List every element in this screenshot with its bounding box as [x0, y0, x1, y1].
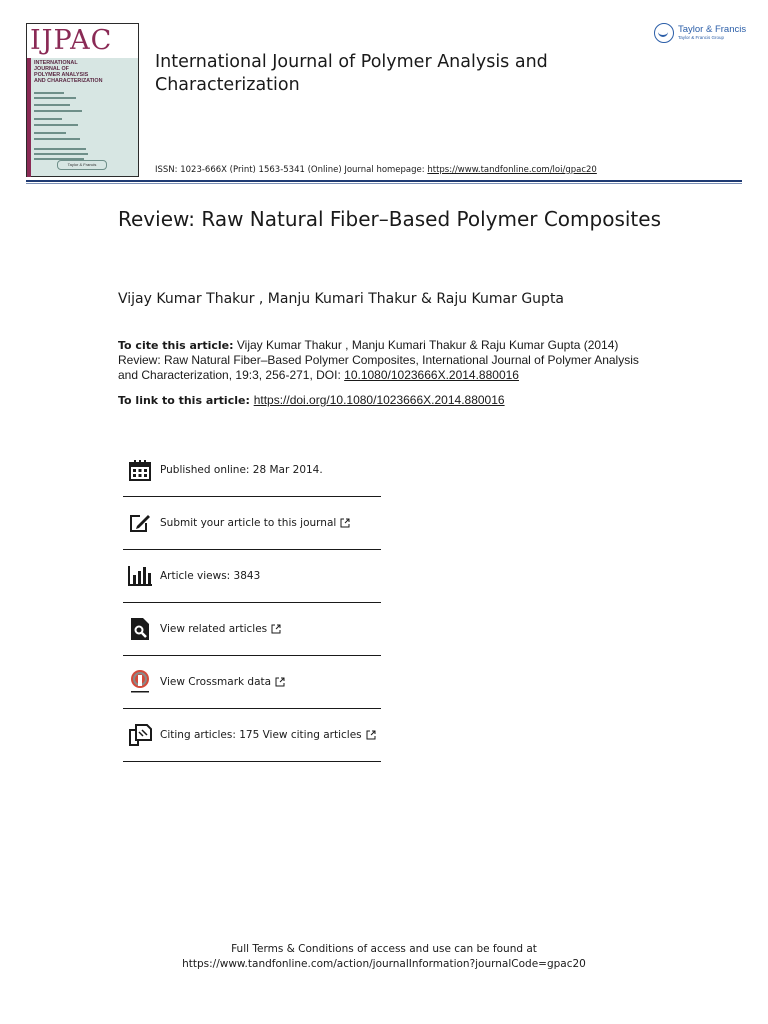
- published-online-text: Published online: 28 Mar 2014.: [160, 464, 323, 476]
- cover-publisher-mark: Taylor & Francis: [57, 160, 107, 170]
- footer-terms-link[interactable]: https://www.tandfonline.com/action/journalInformation?journalCode=gpac20: [182, 958, 586, 970]
- bar-chart-icon: [127, 563, 153, 589]
- calendar-icon: [127, 457, 153, 483]
- citation-doi-link[interactable]: 10.1080/1023666X.2014.880016: [344, 368, 519, 382]
- article-views-text: Article views: 3843: [160, 570, 261, 582]
- info-list-bottom-rule: [123, 761, 381, 762]
- citing-articles-link[interactable]: Citing articles: 175 View citing articles: [160, 729, 362, 741]
- external-link-icon: [275, 677, 285, 687]
- external-link-icon: [340, 518, 350, 528]
- journal-cover: [26, 23, 139, 177]
- journal-homepage-link[interactable]: https://www.tandfonline.com/loi/gpac20: [427, 165, 597, 175]
- related-articles-link[interactable]: View related articles: [160, 623, 268, 635]
- citing-articles-row[interactable]: [123, 708, 381, 761]
- cover-title: INTERNATIONAL JOURNAL OF POLYMER ANALYSIS AND CHARACTERIZATION: [34, 60, 103, 84]
- published-online-row: [123, 444, 381, 496]
- cover-text-line: [34, 92, 64, 94]
- article-info-list: [123, 444, 381, 762]
- external-link-icon: [366, 730, 376, 740]
- publisher-logo[interactable]: [654, 23, 746, 43]
- related-articles-row[interactable]: [123, 602, 381, 655]
- crossmark-link[interactable]: View Crossmark data: [160, 676, 272, 688]
- citation-label: To cite this article:: [118, 339, 234, 352]
- citation-text: Vijay Kumar Thakur , Manju Kumari Thakur & Raju Kumar Gupta (2014) Review: Raw Natural Fiber–Based Polymer Composites, International Journal of Polymer Analysis and Characterization, 19:3, 256-271, DOI:: [118, 338, 639, 382]
- cover-text-line: [34, 124, 78, 126]
- edit-icon: [127, 510, 153, 536]
- publisher-logo-icon: [654, 23, 674, 43]
- cover-text-line: [34, 118, 62, 120]
- article-doi-link[interactable]: https://doi.org/10.1080/1023666X.2014.880016: [253, 393, 505, 407]
- header-rule: [26, 180, 742, 182]
- cover-text-line: [34, 153, 88, 155]
- cover-text-line: [34, 148, 86, 150]
- article-authors: Vijay Kumar Thakur , Manju Kumari Thakur & Raju Kumar Gupta: [118, 291, 565, 307]
- cover-strip: [27, 58, 31, 177]
- cover-text-line: [34, 104, 70, 106]
- cover-text-line: [34, 110, 82, 112]
- external-link-icon: [271, 624, 281, 634]
- submit-article-row[interactable]: [123, 496, 381, 549]
- crossmark-row[interactable]: [123, 655, 381, 708]
- crossmark-icon: [127, 669, 153, 695]
- article-link-label: To link to this article:: [118, 394, 254, 407]
- issn-line: [155, 165, 597, 175]
- cover-logo: IJPAC: [30, 25, 113, 56]
- article-views-row: [123, 549, 381, 602]
- publisher-name: Taylor & Francis: [678, 24, 747, 35]
- cover-text-line: [34, 132, 66, 134]
- cover-text-line: [34, 138, 80, 140]
- cover-text-line: [34, 97, 76, 99]
- article-title: Review: Raw Natural Fiber–Based Polymer Composites: [118, 207, 661, 231]
- search-document-icon: [127, 616, 153, 642]
- header-rule-secondary: [26, 183, 742, 184]
- footer: [0, 942, 768, 972]
- publisher-group: Taylor & Francis Group: [678, 35, 725, 40]
- footer-terms-text: Full Terms & Conditions of access and use can be found at: [231, 943, 537, 955]
- issn-text: ISSN: 1023-666X (Print) 1563-5341 (Online) Journal homepage:: [155, 165, 428, 175]
- article-link: [118, 393, 505, 407]
- citing-articles-icon: [127, 722, 153, 748]
- journal-title[interactable]: International Journal of Polymer Analysis and Characterization: [155, 52, 548, 95]
- citation: [118, 338, 658, 383]
- submit-article-link[interactable]: Submit your article to this journal: [160, 517, 337, 529]
